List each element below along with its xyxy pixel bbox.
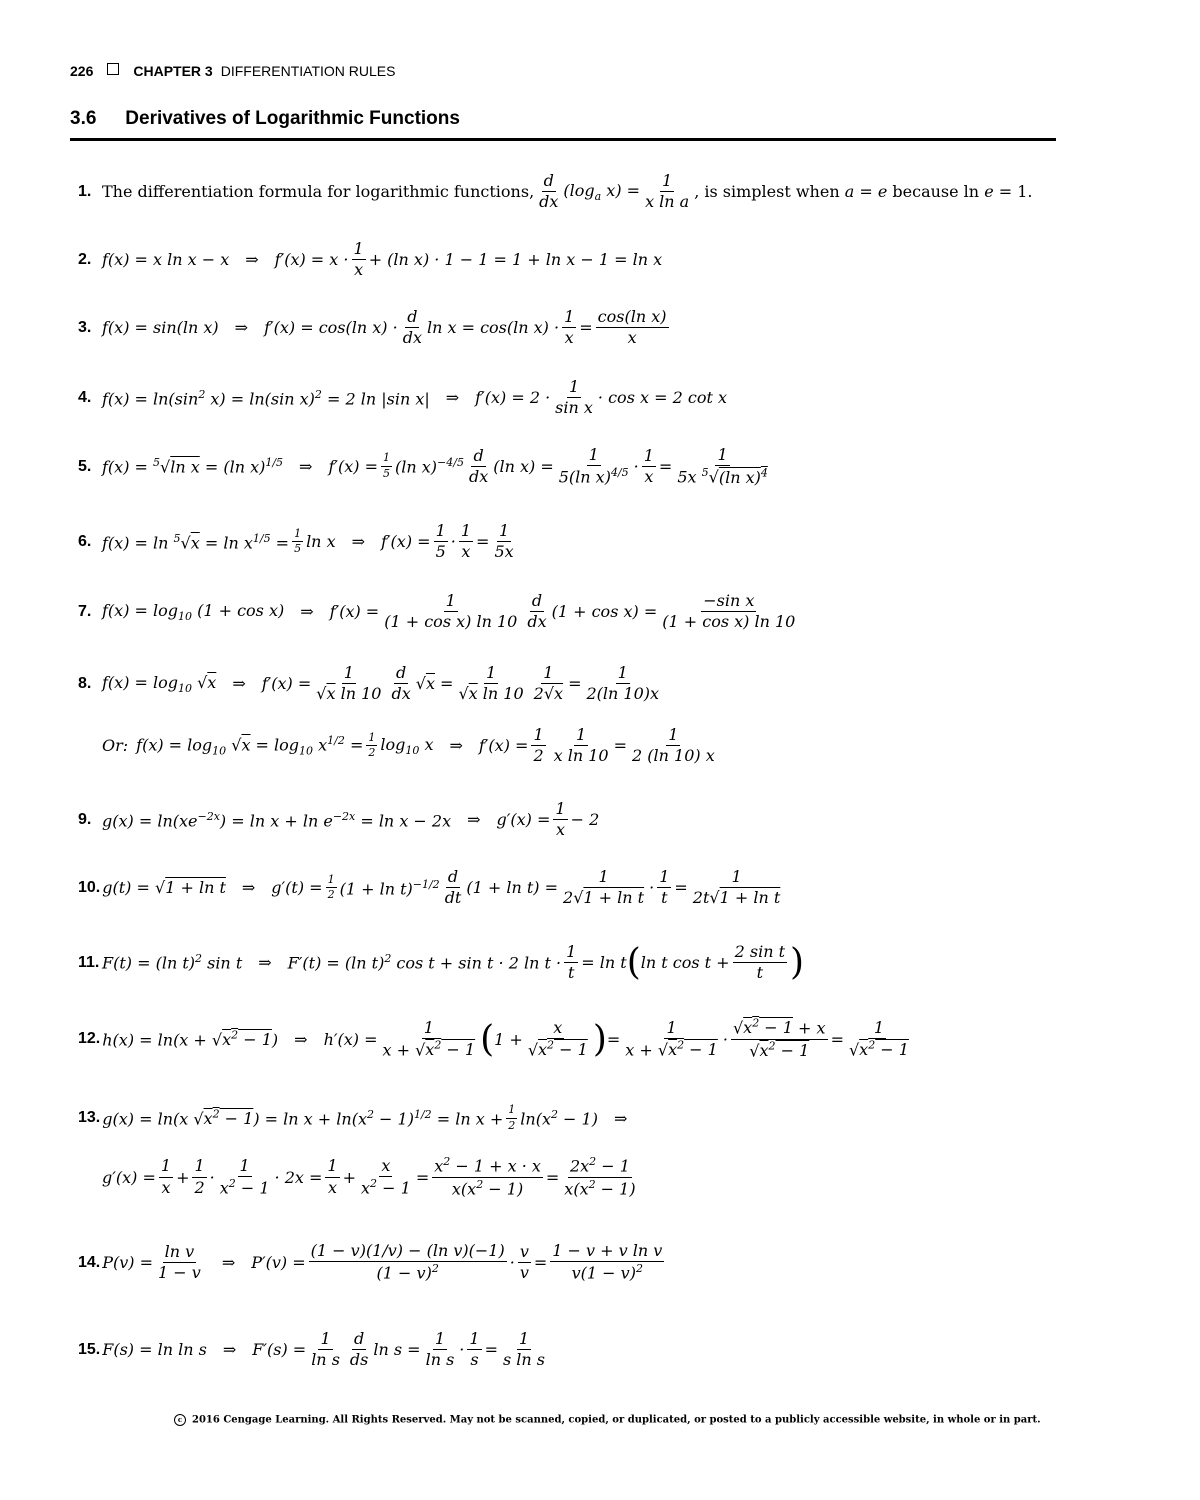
problem-2: 2. f(x) = x ln x − x ⇒ f′(x) = x · 1 x + (ln x) · 1 − 1 = 1 + ln x − 1 = ln x <box>78 239 663 280</box>
section-title: Derivatives of Logarithmic Functions <box>125 108 460 129</box>
problem-3: 3. f(x) = sin(ln x) ⇒ f′(x) = cos(ln x) · d dx ln x = cos(ln x) · $\frac{1}{x}$ = $\frac{\text{cos(ln x)}}{x}$ <box>78 307 667 348</box>
problem-8-alt: Or: $f(x) = \log_{10} √x = \log_{10} x^{1/2}$ = $\frac{1}{2}$ $\log_{10} x$ ⇒ f′(x) = $\frac{1}{2}$ $\frac{1}{\text{x ln 10}}$ = $\frac{1}{2 (\ln 10) x}$ <box>102 725 715 766</box>
chapter-label: CHAPTER 3 <box>133 63 213 79</box>
copyright-icon: c <box>174 1414 186 1426</box>
problem-7: 7. $f(x) = \log_{10} (1 + \cos x)$ ⇒ f′(x) = $\frac{1}{\text{(1 + cos x) ln 10}}$ d dx (1 + cos x) = $\frac{\text{−sin x}}{\text{(1 + cos x) ln 10}}$ <box>78 591 796 632</box>
copyright-text: 2016 Cengage Learning. All Rights Reserved. May not be scanned, copied, or duplicated, or posted to a publicly accessible website, in whole or in part. <box>192 1414 1041 1426</box>
problem-9: 9. $g(x) = \ln(xe^{-2x}) = \ln x + \ln e^{-2x} = \ln x - 2x$ ⇒ g′(x) = $\frac{1}{x}$ − 2 <box>78 799 600 840</box>
problem-11: 11. F(t) = (ln t)$^2$ sin t ⇒ F′(t) = (ln t)$^2$ cos t + sin t · 2 ln t · $\frac{1}{t}$ = ln t ( ln t cos t + $\frac{\text{2 sin t}}{t}$ ) <box>78 941 805 983</box>
copyright-footer <box>174 1414 1041 1426</box>
problem-10: 10. g(t) = √1 + ln t ⇒ g′(t) = $\frac{1}{2}$ $(1 + \ln t)^{-1/2}$ d dt (1 + ln t) = $\frac{1}{\text{2√1 + ln t}}$ · $\frac{1}{t}$ = $\frac{1}{\text{2t√1 + ln t}}$ <box>78 867 781 908</box>
problem-12: 12. $h(x) = \ln(x + √x^2 - 1)$ ⇒ h′(x) = $\frac{1}{x + √x^2 - 1}$ ( 1 + $\frac{x}{√x^2 - 1}$ ) = $\frac{1}{x + √x^2 - 1}$ · $\frac{√x^2 - 1 + x}{√x^2 - 1}$ = $\frac{1}{√x^2 - 1}$ <box>78 1017 909 1061</box>
problem-6: 6. $f(x) = \ln ^5√x = \ln x^{1/5}$ = $\frac{1}{5}$ ln x ⇒ f′(x) = $\frac{1}{5}$ · $\frac{1}{x}$ = $\frac{1}{5x}$ <box>78 521 514 562</box>
page-number: 226 <box>70 63 94 79</box>
problem-13-cont: g′(x) = $\frac{1}{x}$ + $\frac{1}{2}$ · 1 $x^2 - 1$ · 2x = $\frac{1}{x}$ + $\frac{x}{x^2 - 1}$ = $\frac{x^2 - 1 + x \cdot x}{x(x^2 - 1)}$ = $\frac{2x^2 - 1}{x(x^2 - 1)}$ <box>102 1155 636 1199</box>
running-header <box>70 63 395 79</box>
problem-13: 13. g(x) = ln(x $√x^2 - 1) = \ln x + \ln(x^2 - 1)^{1/2} = \ln x$ + $\frac{1}{2}$ $\ln(x^2 - 1)$ ⇒ <box>78 1103 628 1132</box>
problem-number: 1. <box>78 182 92 200</box>
chapter-title: DIFFERENTIATION RULES <box>220 63 396 79</box>
section-heading <box>70 108 460 130</box>
section-number: 3.6 <box>70 108 97 129</box>
square-icon <box>107 63 119 75</box>
problem-14: 14. P(v) = $\frac{\text{ln v}}{1 - v}$ ⇒ P′(v) = $\frac{\text{(1 − v)(1/v) − (ln v)(−1)}}{(1 - v)^2}$ · $\frac{v}{v}$ = $\frac{\text{1 − v + v ln v}}{v(1 - v)^2}$ <box>78 1241 663 1283</box>
problem-5: 5. f(x) = $^5$√ln x = (ln x)$^{1/5}$ ⇒ f′(x) = $\frac{1}{5}$ (ln x)$^{-4/5}$ d dx (ln x) = $\frac{1}{5(\ln x)^{4/5}}$ · $\frac{1}{x}$ = $\frac{1}{5x ^5√(\ln x)^4}$ <box>78 445 768 487</box>
problem-1: 1. The differentiation formula for logarithmic functions, d dx ($\log_a$ x) = $\frac{1}{\text{x ln a}}$ , is simplest when a = e because ln e = 1. <box>78 171 1033 212</box>
section-rule <box>70 138 1056 141</box>
problem-4: 4. $f(x) = \ln(\sin^2$ x) = ln(sin x)$^2$ = 2 ln |sin x| ⇒ f′(x) = 2 · 1 sin x · cos x = 2 cot x <box>78 377 727 418</box>
problem-15: 15. F(s) = ln ln s ⇒ F′(s) = $\frac{1}{\text{ln s}}$ d ds ln s = $\frac{1}{\text{ln s}}$ · $\frac{1}{s}$ = $\frac{1}{\text{s ln s}}$ <box>78 1329 545 1370</box>
problem-8: 8. $f(x) = \log_{10} √x$ ⇒ f′(x) = $\frac{1}{\text{√x ln 10}}$ d dx √x = $\frac{1}{\text{√x ln 10}}$ $\frac{1}{2√x}$ = $\frac{1}{2(\ln 10)x}$ <box>78 663 660 704</box>
